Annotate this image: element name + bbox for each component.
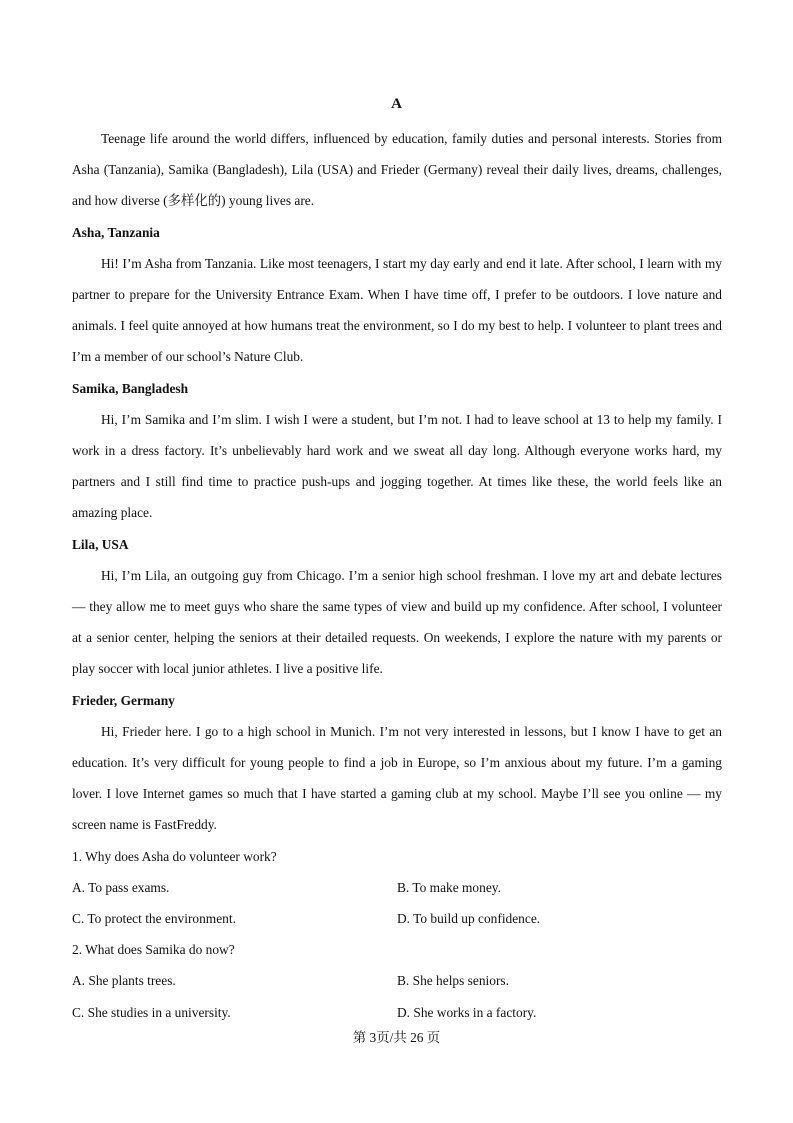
profile-text-asha: Hi! I’m Asha from Tanzania. Like most teenagers, I start my day early and end it late. After school, I learn with my partner to prepare for the University Entrance Exam. When I have time off, I prefer to be outdoors. I love nature and animals. I feel quite annoyed at how humans treat the environment, so I do my best to help. I volunteer to plant trees and I’m a member of our school’s Nature Club. [72, 255, 722, 365]
passage-body [72, 123, 722, 1028]
question-1-option-c: C. To protect the environment. [72, 911, 236, 927]
profile-heading-asha: Asha, Tanzania [72, 224, 160, 240]
question-1-option-a: A. To pass exams. [72, 879, 170, 895]
question-2-option-b: B. She helps seniors. [397, 973, 509, 989]
page-footer: 第 3页/共 26 页 [352, 1030, 441, 1045]
question-2-option-d: D. She works in a factory. [397, 1004, 537, 1020]
profile-text-frieder: Hi, Frieder here. I go to a high school in Munich. I’m not very interested in lessons, but I know I have to get an education. It’s very difficult for young people to find a job in Europe, so I’m anxious about my future. I’m a gaming lover. I love Internet games so much that I have started a gaming club at my school. Maybe I’ll see you online — my screen name is FastFreddy. [72, 723, 722, 833]
profile-text-lila: Hi, I’m Lila, an outgoing guy from Chicago. I’m a senior high school freshman. I love my art and debate lectures — they allow me to meet guys who share the same types of view and build up my confidence. After school, I volunteer at a senior center, helping the seniors at their detailed requests. On weekends, I explore the nature with my parents or play soccer with local junior athletes. I live a positive life. [72, 567, 722, 677]
intro-paragraph: Teenage life around the world differs, influenced by education, family duties and personal interests. Stories from Asha (Tanzania), Samika (Bangladesh), Lila (USA) and Frieder (Germany) reveal their daily lives, dreams, challenges, and how diverse (多样化的) young lives are. [72, 131, 722, 209]
section-title: A [391, 96, 402, 112]
profile-heading-lila: Lila, USA [72, 536, 129, 552]
question-1-option-b: B. To make money. [397, 879, 501, 895]
question-1-options [72, 872, 722, 934]
question-1-stem: 1. Why does Asha do volunteer work? [72, 848, 277, 864]
question-1-option-d: D. To build up confidence. [397, 911, 541, 927]
profile-heading-frieder: Frieder, Germany [72, 692, 175, 708]
profile-heading-samika: Samika, Bangladesh [72, 380, 189, 396]
question-2-option-c: C. She studies in a university. [72, 1004, 231, 1020]
question-2-stem: 2. What does Samika do now? [72, 942, 235, 958]
profile-text-samika: Hi, I’m Samika and I’m slim. I wish I were a student, but I’m not. I had to leave school at 13 to help my family. I work in a dress factory. It’s unbelievably hard work and we sweat all day long. Although everyone works hard, my partners and I still find time to practice push-ups and jogging together. At times like these, the world feels like an amazing place. [72, 411, 722, 521]
question-2-options [72, 965, 722, 1027]
question-2-option-a: A. She plants trees. [72, 973, 176, 989]
